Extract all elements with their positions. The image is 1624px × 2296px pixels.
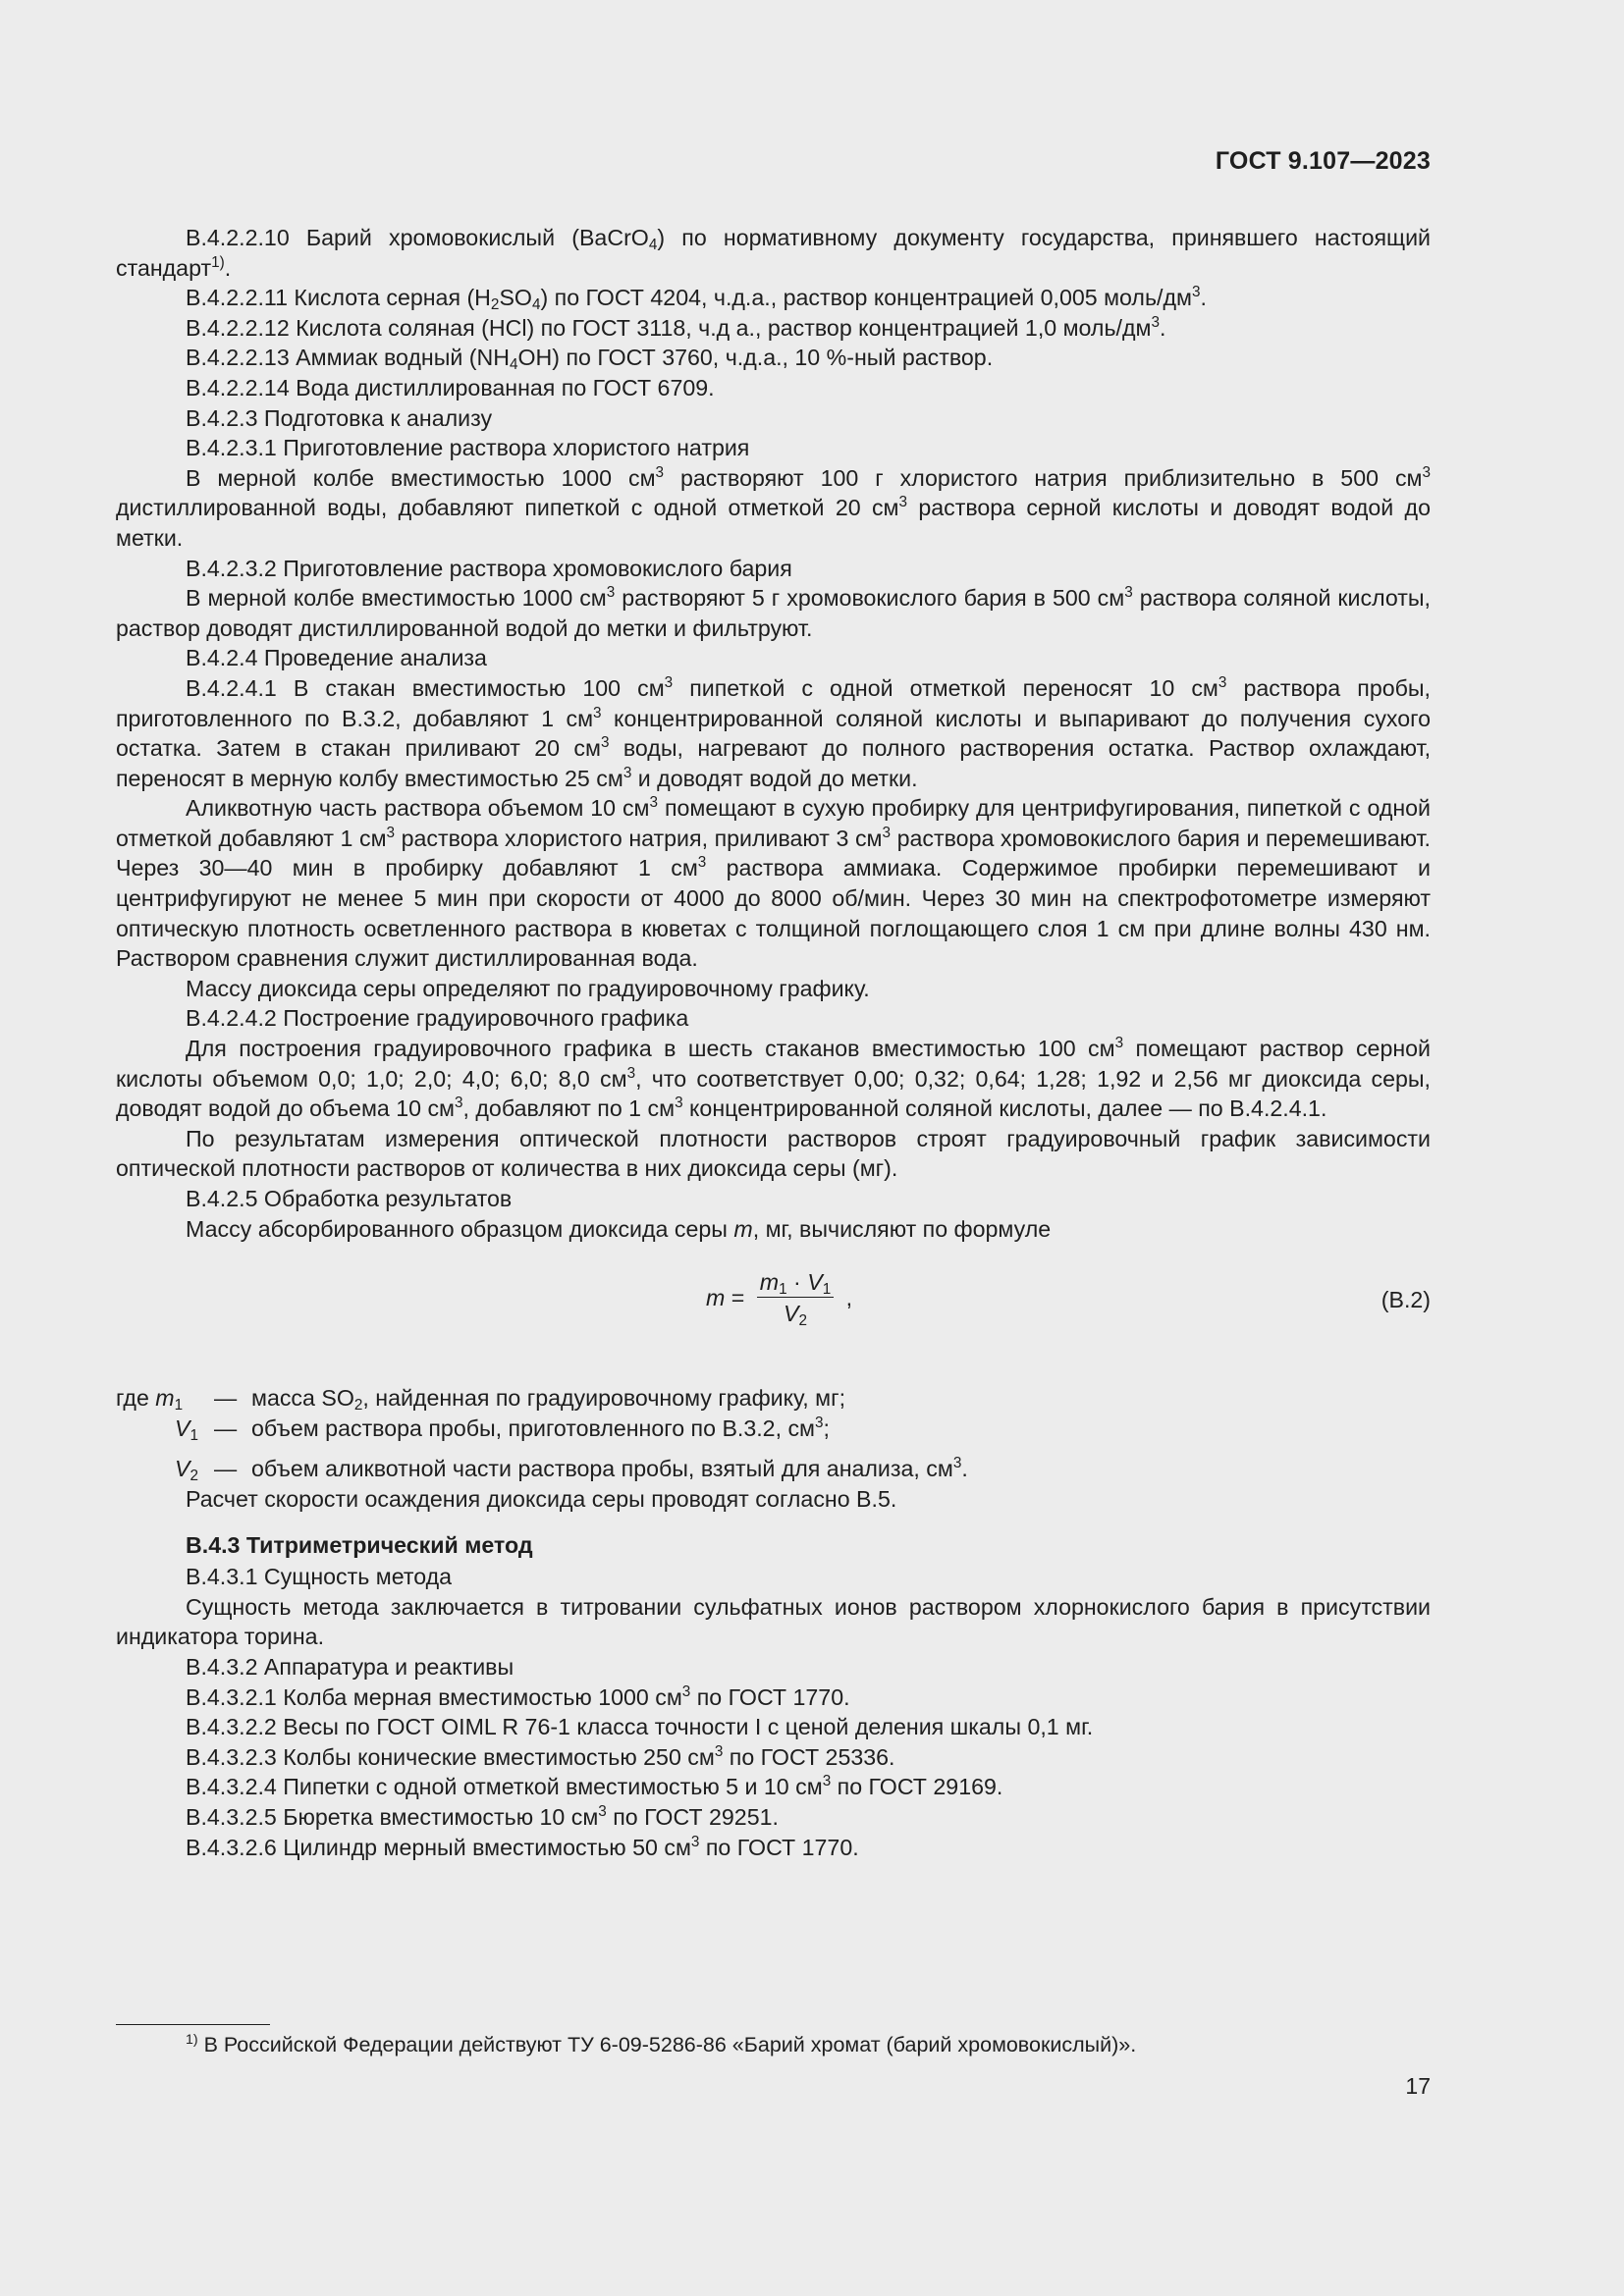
list-item-b4323: В.4.3.2.3 Колбы конические вместимостью 250 $см^3$ по ГОСТ 25336. (186, 1742, 895, 1770)
list-item-b4324: В.4.3.2.4 Пипетки с одной отметкой вместимостью 5 и 10 $см^3$ по ГОСТ 29169. (186, 1773, 1003, 1800)
paragraph-nacl-preparation: В мерной колбе вместимостью 1000 $см^3$ растворяют 100 г хлористого натрия приблизительно в 500 $см^3$ дистиллированной воды, добавляют пипеткой с одной отметкой 20 $см^3$ раствора серной кислоты и доводят водой до метки. (116, 463, 1431, 551)
section-heading-b425: В.4.2.5 Обработка результатов (186, 1186, 513, 1211)
formula-b2 (116, 1263, 1431, 1340)
page-number: 17 (1405, 2073, 1431, 2099)
subsection-heading-b432: В.4.3.2 Аппаратура и реактивы (186, 1653, 514, 1680)
page-body (116, 223, 1431, 1862)
paragraph-calibration: Для построения градуировочного графика в шесть стаканов вместимостью 100 $см^3$ помещают раствор серной кислоты объемом 0,0; 1,0; 2,0; 4,0; 6,0; 8,0 $см^3$, что соответствует 0,00; 0,32; 0,64; 1,28; 1,92 и 2,56 мг диоксида серы, доводят водой до объема 10 $см^3$, добавляют по 1 $см^3$ концентрированной соляной кислоты, далее — по В.4.2.4.1. (116, 1035, 1432, 1122)
paragraph-b422210: В.4.2.2.10 Барий хромовокислый (BaCrO$_4$) по нормативному документу государства, принявшего настоящий стандарт$^{1)}$. (116, 225, 1431, 281)
paragraph-formula-intro: Массу абсорбированного образцом диоксида серы m, мг, вычисляют по формуле (186, 1215, 1052, 1242)
formula-expression: m = $\frac{m_1 \cdot V_1}{V_2}$ , (706, 1269, 853, 1330)
section-heading-b423: В.4.2.3 Подготовка к анализу (186, 404, 493, 431)
subsection-heading-b4242: В.4.2.4.2 Построение градуировочного графика (186, 1005, 689, 1032)
subsection-heading-b4231: В.4.2.3.1 Приготовление раствора хлористого натрия (186, 435, 750, 461)
paragraph-b422213: В.4.2.2.13 Аммиак водный $(NH_4OH)$ по ГОСТ 3760, ч.д.а., 10 %-ный раствор. (186, 345, 994, 374)
paragraph-bacro4-preparation: В мерной колбе вместимостью 1000 $см^3$ растворяют 5 г хромовокислого бария в 500 $см^3$ раствора соляной кислоты, раствор доводят дистиллированной водой до метки и фильтруют. (116, 584, 1431, 641)
paragraph-deposition-rate: Расчет скорости осаждения диоксида серы проводят согласно В.5. (186, 1485, 897, 1512)
legend-item-v2: $V_2$ — объем аликвотной части раствора пробы, взятый для анализа, $см^3$. (175, 1455, 968, 1485)
paragraph-aliquot: Аликвотную часть раствора объемом 10 $см^3$ помещают в сухую пробирку для центрифугирования, пипеткой с одной отметкой добавляют 1 $см^3$ раствора хлористого натрия, приливают 3 $см^3$ раствора хромовокислого бария и перемешивают. Через 30—40 мин в пробирку добавляют 1 $см^3$ раствора аммиака. Содержимое пробирки перемешивают и центрифугируют не менее 5 мин при скорости от 4000 до 8000 об/мин. Через 30 мин на спектрофотометре измеряют оптическую плотность осветленного раствора в кюветах с толщиной поглощающего слоя 1 см при длине волны 430 нм. Раствором сравнения служит дистиллированная вода. (116, 794, 1432, 972)
legend-item-v1: $V_1$ — объем раствора пробы, приготовленного по В.3.2, $см^3$; (175, 1414, 830, 1444)
footnote: $^{1)}$ В Российской Федерации действуют ТУ 6-09-5286-86 «Барий хромат (барий хромовокислый)». (186, 2031, 1137, 2056)
section-heading-b43: В.4.3 Титриметрический метод (186, 1531, 533, 1558)
paragraph-b422212: В.4.2.2.12 Кислота соляная (HCl) по ГОСТ 3118, ч.д а., раствор концентрацией 1,0 моль/$дм^3$. (186, 313, 1166, 341)
legend-item-m1: где $m_1$ — масса $SO_2$, найденная по градуировочному графику, мг; (116, 1385, 846, 1415)
footnote-separator (116, 2024, 270, 2025)
footnote-mark: 1) (186, 2031, 198, 2048)
section-heading-b424: В.4.2.4 Проведение анализа (186, 645, 487, 671)
formula-number: (В.2) (1380, 1287, 1431, 1313)
paragraph-b422214: В.4.2.2.14 Вода дистиллированная по ГОСТ 6709. (186, 374, 715, 400)
footnote-reference: 1) (211, 253, 225, 271)
list-item-b4326: В.4.3.2.6 Цилиндр мерный вместимостью 50 $см^3$ по ГОСТ 1770. (186, 1833, 859, 1860)
paragraph-method-essence: Сущность метода заключается в титровании сульфатных ионов раствором хлорнокислого бария в присутствии индикатора торина. (116, 1593, 1431, 1650)
subsection-heading-b4232: В.4.2.3.2 Приготовление раствора хромовокислого бария (186, 555, 792, 581)
formula-legend (116, 1383, 1431, 1484)
list-item-b4321: В.4.3.2.1 Колба мерная вместимостью 1000 $см^3$ по ГОСТ 1770. (186, 1682, 850, 1710)
fraction-denominator: $V_2$ (783, 1301, 807, 1330)
fraction-numerator: $m_1 \cdot V_1$ (757, 1267, 834, 1298)
paragraph-calibration-graph: По результатам измерения оптической плотности растворов строят градуировочный график зависимости оптической плотности растворов от количества в них диоксида серы (мг). (116, 1125, 1431, 1182)
paragraph-b4241: В.4.2.4.1 В стакан вместимостью 100 $см^3$ пипеткой с одной отметкой переносят 10 $см^3$ раствора пробы, приготовленного по В.3.2, добавляют 1 $см^3$ концентрированной соляной кислоты и выпаривают до получения сухого остатка. Затем в стакан приливают 20 $см^3$ воды, нагревают до полного растворения остатка. Раствор охлаждают, переносят в мерную колбу вместимостью 25 $см^3$ и доводят водой до метки. (116, 674, 1432, 791)
formula-fraction (757, 1267, 834, 1329)
paragraph-mass-determination: Массу диоксида серы определяют по градуировочному графику. (186, 975, 870, 1001)
list-item-b4322: В.4.3.2.2 Весы по ГОСТ OIML R 76-1 класса точности I с ценой деления шкалы 0,1 мг. (186, 1714, 1094, 1740)
paragraph-b422211: В.4.2.2.11 Кислота серная $(H_2SO_4)$ по ГОСТ 4204, ч.д.а., раствор концентрацией 0,005 моль/$дм^3$. (186, 284, 1207, 314)
document-designation: ГОСТ 9.107—2023 (1215, 147, 1431, 175)
subsection-heading-b431: В.4.3.1 Сущность метода (186, 1564, 453, 1590)
list-item-b4325: В.4.3.2.5 Бюретка вместимостью 10 $см^3$ по ГОСТ 29251. (186, 1803, 779, 1830)
